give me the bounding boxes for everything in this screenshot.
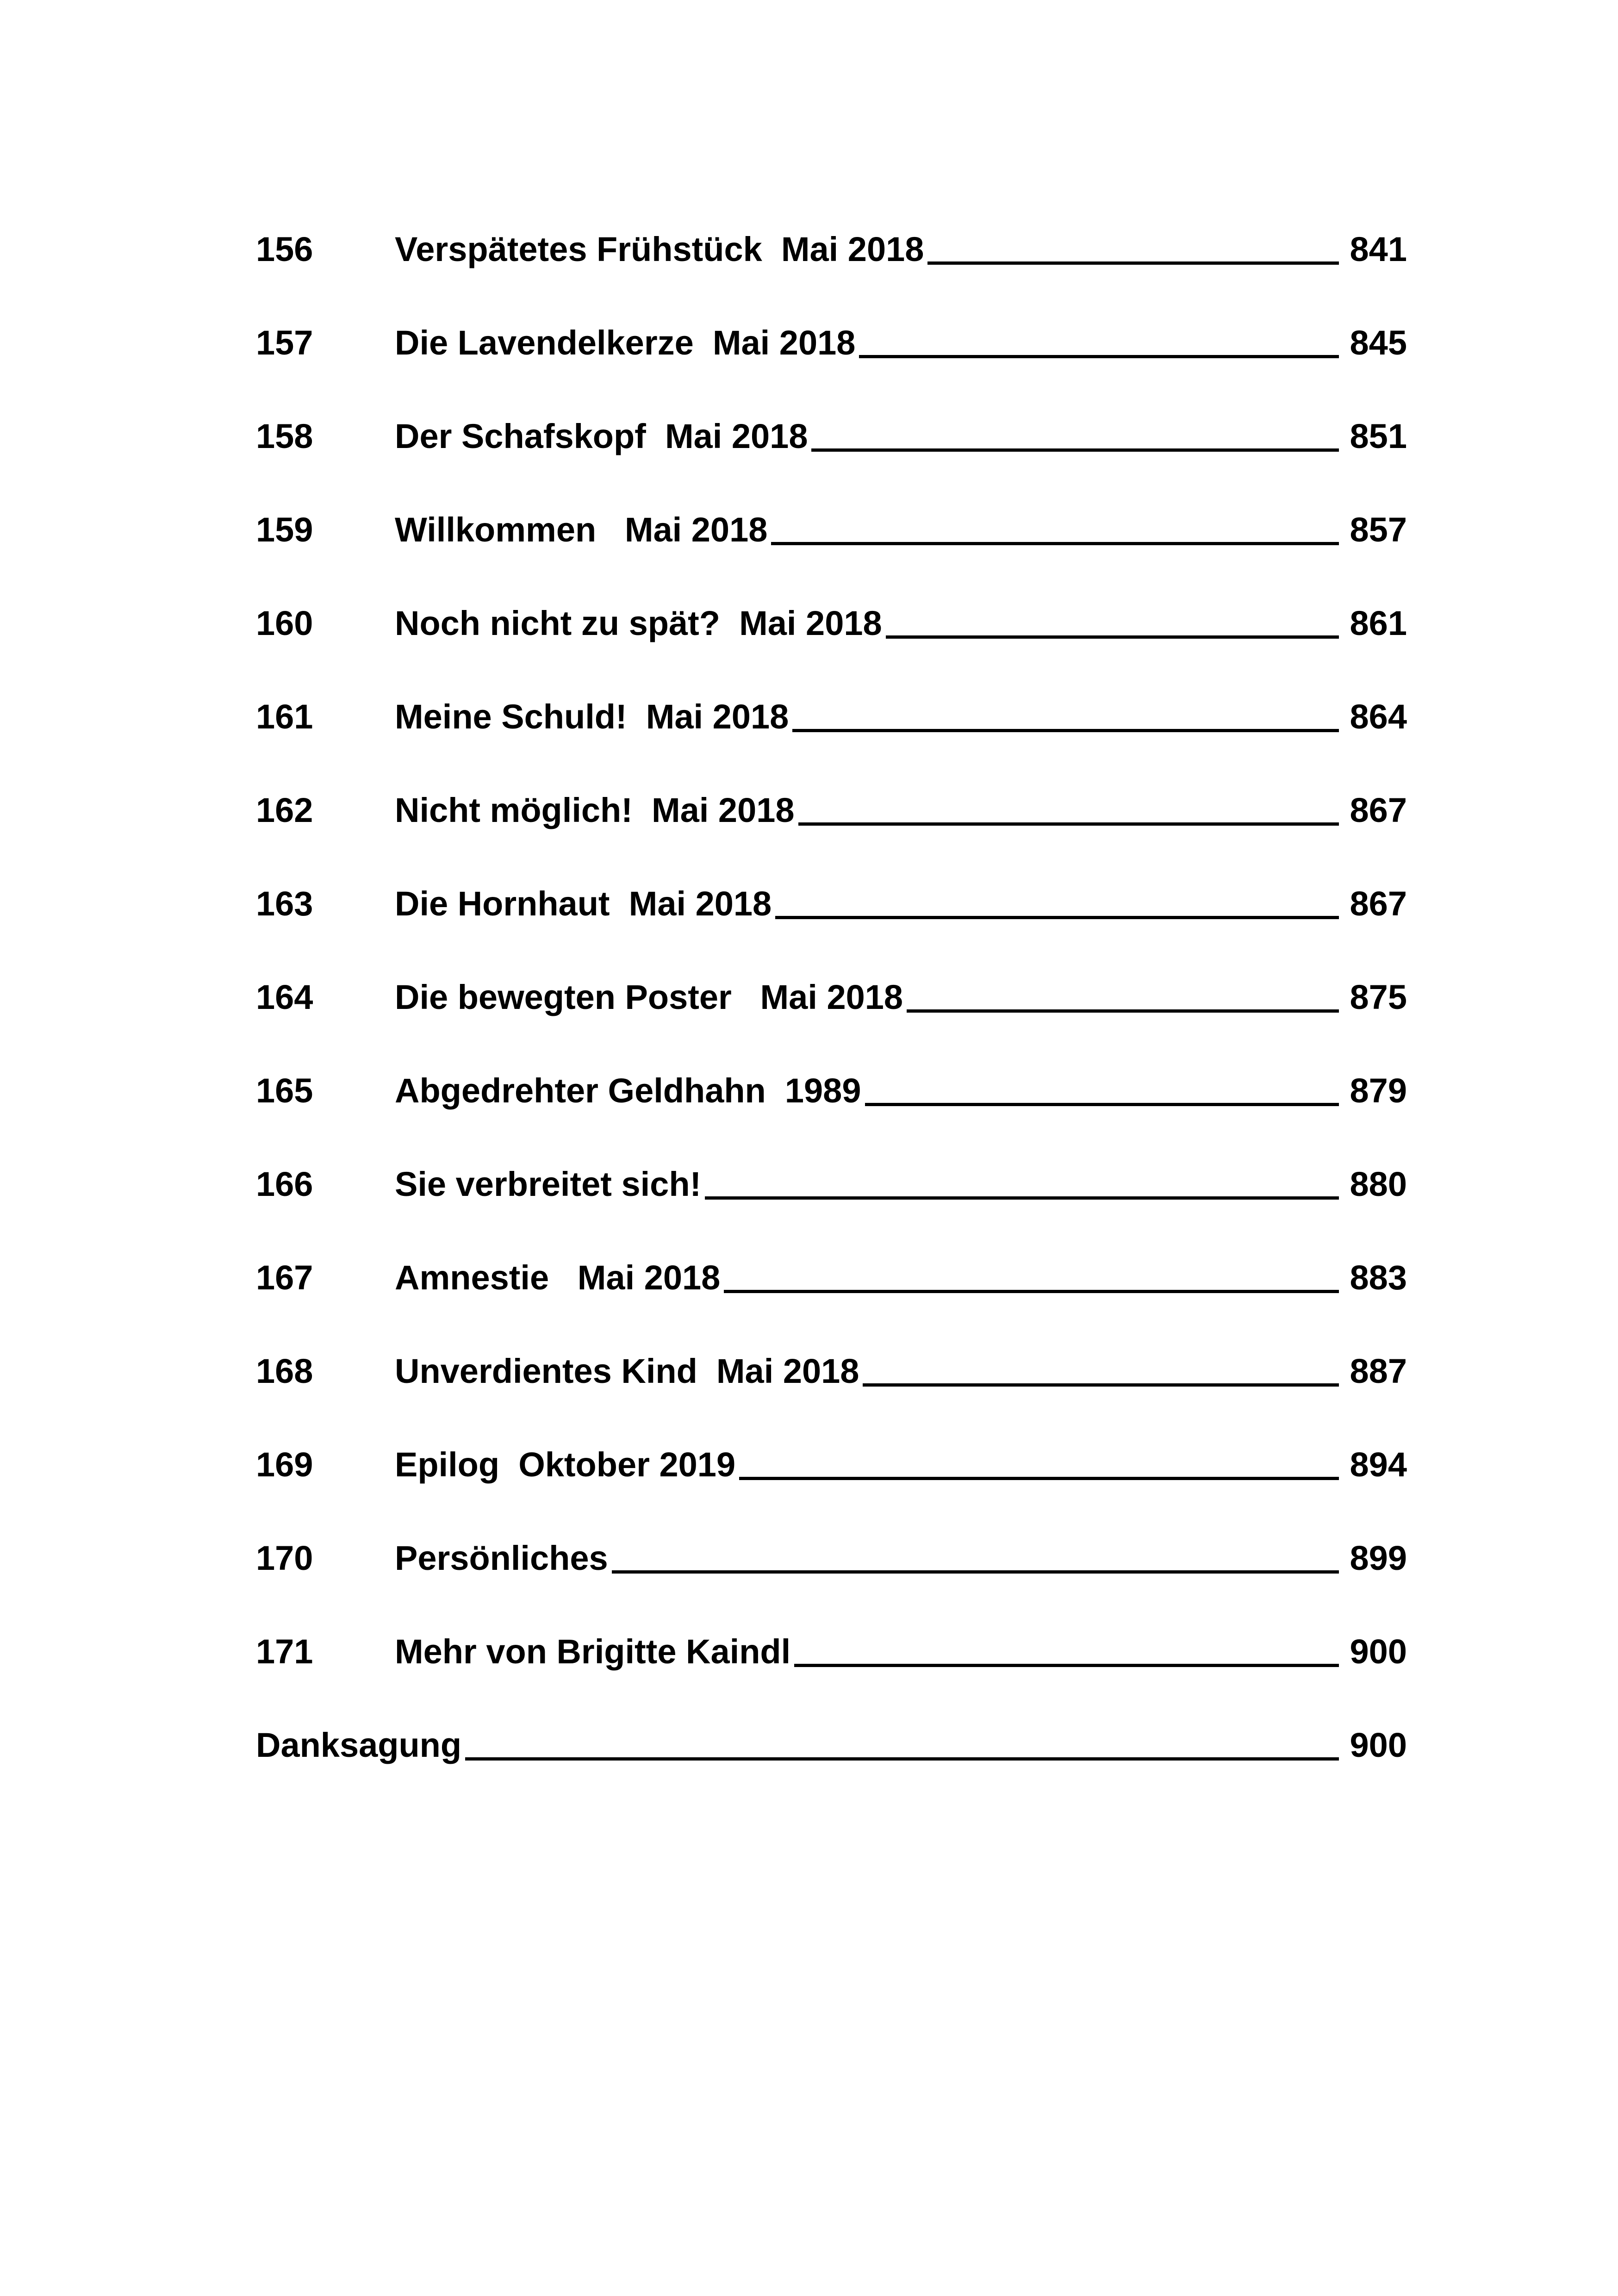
chapter-title: Persönliches (395, 1539, 608, 1577)
chapter-title: Danksagung (256, 1726, 462, 1764)
chapter-title: Epilog Oktober 2019 (395, 1445, 736, 1484)
leader-line (465, 1757, 1338, 1761)
chapter-number: 161 (256, 697, 313, 736)
toc-entry-159[interactable] (256, 454, 1407, 547)
page-number: 880 (1350, 1165, 1407, 1203)
chapter-number: 164 (256, 978, 313, 1016)
toc-entry-168[interactable] (256, 1295, 1407, 1388)
page-number: 867 (1350, 791, 1407, 829)
leader-line (792, 729, 1338, 732)
page-number: 845 (1350, 324, 1407, 362)
leader-line (771, 542, 1338, 545)
toc-entry-171[interactable] (256, 1575, 1407, 1669)
toc-entry-170[interactable] (256, 1482, 1407, 1575)
toc-entry-157[interactable] (256, 267, 1407, 360)
chapter-title: Nicht möglich! Mai 2018 (395, 791, 795, 829)
chapter-number: 167 (256, 1258, 313, 1297)
page-number: 841 (1350, 230, 1407, 268)
toc-entry-158[interactable] (256, 360, 1407, 454)
chapter-title: Noch nicht zu spät? Mai 2018 (395, 604, 882, 642)
chapter-title: Verspätetes Frühstück Mai 2018 (395, 230, 924, 268)
leader-line (927, 261, 1338, 265)
leader-line (612, 1570, 1339, 1574)
page-number: 879 (1350, 1071, 1407, 1110)
chapter-number: 171 (256, 1632, 313, 1671)
chapter-number: 160 (256, 604, 313, 642)
page-number: 900 (1350, 1726, 1407, 1764)
leader-line (739, 1477, 1338, 1480)
leader-line (907, 1009, 1338, 1013)
chapter-number: 157 (256, 324, 313, 362)
leader-line (775, 916, 1338, 919)
leader-line (724, 1290, 1338, 1293)
chapter-title: Der Schafskopf Mai 2018 (395, 417, 808, 455)
page-number: 887 (1350, 1352, 1407, 1390)
toc-entry-166[interactable] (256, 1108, 1407, 1201)
chapter-title: Mehr von Brigitte Kaindl (395, 1632, 791, 1671)
page-number: 851 (1350, 417, 1407, 455)
leader-line (811, 448, 1338, 452)
chapter-title: Meine Schuld! Mai 2018 (395, 697, 789, 736)
leader-line (863, 1383, 1338, 1387)
chapter-title: Die Hornhaut Mai 2018 (395, 884, 772, 923)
toc-entry-164[interactable] (256, 921, 1407, 1014)
chapter-title: Abgedrehter Geldhahn 1989 (395, 1071, 861, 1110)
leader-line (798, 822, 1339, 826)
toc-entry-163[interactable] (256, 828, 1407, 921)
chapter-number: 163 (256, 884, 313, 923)
page-number: 883 (1350, 1258, 1407, 1297)
chapter-number: 169 (256, 1445, 313, 1484)
table-of-contents (256, 173, 1407, 1762)
chapter-number: 168 (256, 1352, 313, 1390)
toc-entry-169[interactable] (256, 1388, 1407, 1482)
toc-entry-161[interactable] (256, 641, 1407, 734)
toc-entry-160[interactable] (256, 547, 1407, 641)
leader-line (865, 1103, 1339, 1106)
toc-entry-167[interactable] (256, 1201, 1407, 1295)
page-number: 894 (1350, 1445, 1407, 1484)
page-number: 899 (1350, 1539, 1407, 1577)
page-number: 900 (1350, 1632, 1407, 1671)
toc-entry-danksagung[interactable] (256, 1669, 1407, 1762)
toc-entry-156[interactable] (256, 173, 1407, 267)
page-number: 864 (1350, 697, 1407, 736)
chapter-title: Willkommen Mai 2018 (395, 510, 768, 549)
chapter-number: 165 (256, 1071, 313, 1110)
chapter-title: Amnestie Mai 2018 (395, 1258, 721, 1297)
page-number: 861 (1350, 604, 1407, 642)
page-number: 875 (1350, 978, 1407, 1016)
chapter-number: 162 (256, 791, 313, 829)
page-number: 867 (1350, 884, 1407, 923)
chapter-title: Die bewegten Poster Mai 2018 (395, 978, 903, 1016)
leader-line (794, 1664, 1338, 1667)
chapter-number: 170 (256, 1539, 313, 1577)
chapter-title: Die Lavendelkerze Mai 2018 (395, 324, 856, 362)
page-number: 857 (1350, 510, 1407, 549)
chapter-number: 166 (256, 1165, 313, 1203)
leader-line (886, 635, 1339, 639)
leader-line (705, 1196, 1338, 1200)
toc-entry-162[interactable] (256, 734, 1407, 828)
chapter-title: Unverdientes Kind Mai 2018 (395, 1352, 859, 1390)
toc-entry-165[interactable] (256, 1014, 1407, 1108)
leader-line (859, 355, 1338, 358)
chapter-number: 156 (256, 230, 313, 268)
chapter-number: 159 (256, 510, 313, 549)
chapter-number: 158 (256, 417, 313, 455)
chapter-title: Sie verbreitet sich! (395, 1165, 702, 1203)
